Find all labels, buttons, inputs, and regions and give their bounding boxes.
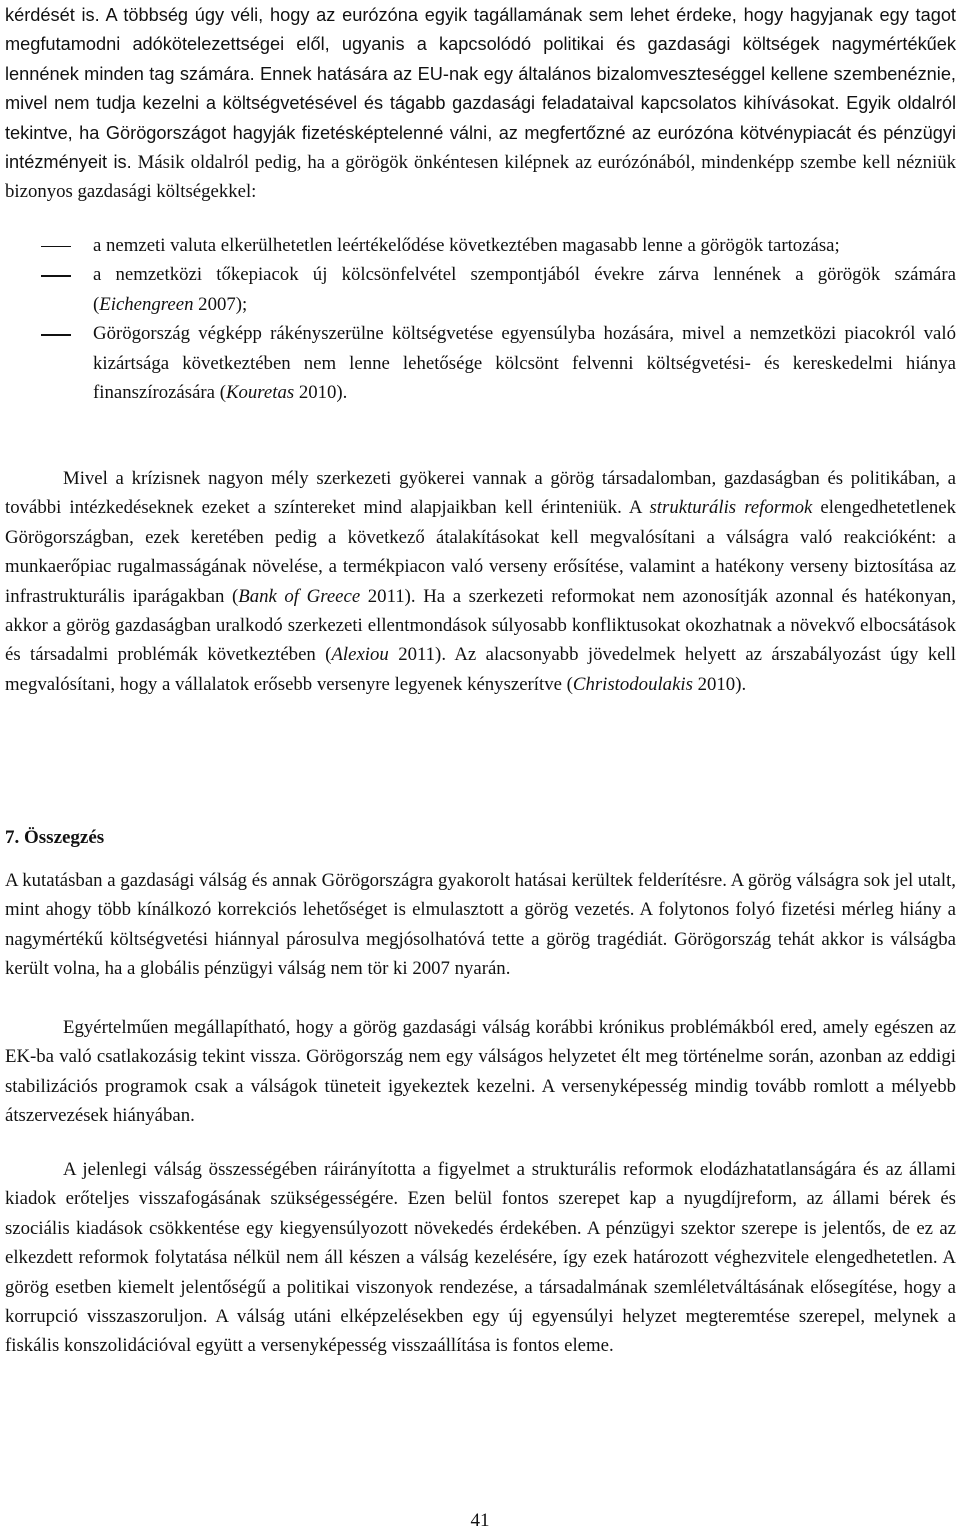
list-item: Görögország végképp rákényszerülne költségvetése egyensúlyba hozására, mivel a nemzetközi piacokról való kizártsága következtében nem lenne lehetősége kölcsönt felvenni költségvetési- és kereskedelmi hiánya finanszírozására (Kouretas 2010).	[5, 319, 956, 407]
list-item: a nemzetközi tőkepiacok új kölcsönfelvétel szempontjából évekre zárva lennének a görögök számára (Eichengreen 2007);	[5, 260, 956, 319]
citation-author: Kouretas	[225, 382, 295, 404]
dash-bullet-icon	[41, 334, 71, 335]
paragraph-intro-serif: Másik oldalról pedig, ha a görögök önkéntesen kilépnek az eurózónából, mindenképp szembe kell nézniük bizonyos gazdasági költségekkel:	[5, 152, 957, 203]
summary-paragraph-1: A kutatásban a gazdasági válság és annak Görögországra gyakorolt hatásai kerültek felderítésre. A görög válságra sok jel utalt, mint ahogy több kínálkozó korrekciós lehetőséget is elmulasztott a görög vezetés. A folytonos folyó fizetési mérleg hiány a nagymértékű költségvetési hiánnyal párosulva megjósolhatóvá tette a görög tragédiát. Görögország tehát akkor is válságba került volna, ha a globális pénzügyi válság nem tör ki 2007 nyarán.	[5, 870, 956, 980]
dash-bullet-icon	[41, 246, 71, 247]
dash-bullet-icon	[41, 275, 71, 276]
page-number: 41	[470, 1510, 490, 1531]
section-heading: 7. Összegzés	[5, 827, 105, 848]
citation-author: Eichengreen	[99, 293, 194, 315]
list-item: a nemzeti valuta elkerülhetetlen leértékelődése következtében magasabb lenne a görögök tartozása;	[5, 231, 956, 260]
paragraph-reforms: Mivel a krízisnek nagyon mély szerkezeti gyökerei vannak a görög társadalomban, gazdaságban és politikában, a további intézkedéseknek ezeket a színtereket mind alapjaikban kell érinteniük. A strukturális reformok elengedhetetlenek Görögországban, ezek keretében pedig a következő átalakításokat kell megvalósítani a válságra való reakcióként: a munkaerőpiac rugalmasságának növelése, a termékpiacon való verseny erősítése, valamint a hatékony verseny biztosítása az infrastrukturális iparágakban (Bank of Greece 2011). Ha a szerkezeti reformokat nem azonosítják azonnal és hatékonyan, akkor a görög gazdaságban uralkodó szerkezeti ellentmondások súlyosabb konfliktusokat okozhatnak a növekvő elbocsátások és társadalmi problémák következtében (Alexiou 2011). Az alacsonyabb jövedelmek helyett az árszabályozást úgy kell megvalósítani, hogy a vállalatok erősebb versenyre legyenek kényszerítve (Christodoulakis 2010).	[5, 468, 957, 695]
paragraph-intro-sans: kérdését is. A többség úgy véli, hogy az eurózóna egyik tagállamának sem lehet érdeke, hogy hagyjanak egy tagot megfutamodni adókötelezettségei elől, ugyanis a kapcsolódó politikai és gazdasági költségek nagymértékűek lennének minden tag számára. Ennek hatására az EU-nak egy általános bizalomveszteséggel kellene szembenéznie, mivel nem tudja kezelni a költségvetésével és tágabb gazdasági feladataival kapcsolatos kihívásokat. Egyik oldalról tekintve, ha Görögországot hagyják fizetésképtelenné válni, az megfertőzné az eurózóna kötvénypiacát és pénzügyi intézményeit is.	[5, 5, 956, 173]
summary-paragraph-2: Egyértelműen megállapítható, hogy a görög gazdasági válság korábbi krónikus problémákból ered, amely egészen az EK-ba való csatlakozásig tekint vissza. Görögország nem egy válságos helyzetet élt meg történelme során, azonban az eddigi stabilizációs programok csak a válságok tüneteit igyekeztek kezelni. A versenyképesség mindig tovább romlott a mélyebb átszervezések hiányában.	[5, 1017, 956, 1127]
summary-paragraph-3: A jelenlegi válság összességében ráirányította a figyelmet a strukturális reformok elodázhatatlanságára és az állami kiadok erőteljes visszafogásának szükségességére. Ezen belül fontos szerepet kap a nyugdíjreform, az állami bérek és szociális kiadások csökkentése egy kiegyensúlyozott növekedés érdekében. A pénzügyi szektor szerepe is jelentős, de ez az elkezdett reformok folytatása nélkül nem áll készen a válság kezelésére, így ezek határozott véghezvitele elengedhetetlen. A görög esetben kiemelt jelentőségű a politikai viszonyok rendezése, a társadalmának szemléletváltásának elősegítése, hogy a korrupció visszaszoruljon. A válság utáni elképzelésekben egy új egyensúlyi helyzet megteremtése szerepel, melynek a fiskális konszolidációval együtt a versenyképesség visszaállítása is fontos eleme.	[5, 1159, 956, 1357]
paragraph-intro	[5, 1, 956, 207]
cost-list	[5, 231, 956, 407]
